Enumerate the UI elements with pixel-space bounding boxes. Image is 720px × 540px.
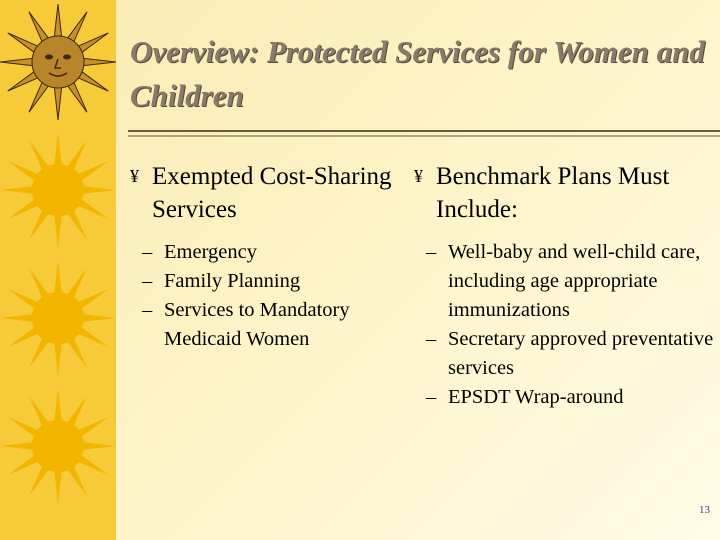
dash-marker: –	[142, 241, 153, 263]
dash-marker: –	[426, 386, 437, 408]
sun-icon	[0, 4, 116, 120]
dash-marker: –	[142, 270, 153, 292]
right-heading: Benchmark Plans Must Include:	[436, 163, 670, 223]
page-number: 13	[699, 504, 710, 516]
list-item	[414, 325, 714, 383]
list-item	[130, 296, 410, 354]
left-bullet	[130, 160, 410, 226]
dash-marker: –	[426, 328, 437, 350]
list-item	[414, 383, 714, 412]
list-item-text: Family Planning	[164, 270, 301, 292]
list-item-text: Emergency	[164, 241, 257, 263]
list-item	[414, 238, 714, 325]
list-item	[130, 238, 410, 267]
list-item-text: EPSDT Wrap-around	[448, 386, 624, 408]
sun-icon	[0, 388, 116, 504]
decorative-strip	[0, 0, 116, 540]
sun-icon	[0, 260, 116, 376]
left-heading: Exempted Cost-Sharing Services	[152, 163, 392, 223]
right-sub-list	[414, 238, 714, 412]
right-bullet	[414, 160, 714, 226]
sun-decorations	[0, 0, 116, 540]
title-divider	[128, 128, 720, 142]
list-item-text: Well-baby and well-child care, including age appropriate immunizations	[448, 241, 701, 321]
snowflake-bullet-icon: ¥	[130, 166, 139, 186]
list-item	[130, 267, 410, 296]
right-column	[414, 160, 714, 412]
snowflake-bullet-icon: ¥	[414, 166, 423, 186]
slide-title: Overview: Protected Services for Women and Children	[130, 34, 705, 113]
list-item-text: Secretary approved preventative services	[448, 328, 714, 379]
list-item-text: Services to Mandatory Medicaid Women	[164, 299, 350, 350]
sun-icon	[0, 132, 116, 248]
left-sub-list	[130, 238, 410, 354]
dash-marker: –	[142, 299, 153, 321]
dash-marker: –	[426, 241, 437, 263]
left-column	[130, 160, 410, 354]
